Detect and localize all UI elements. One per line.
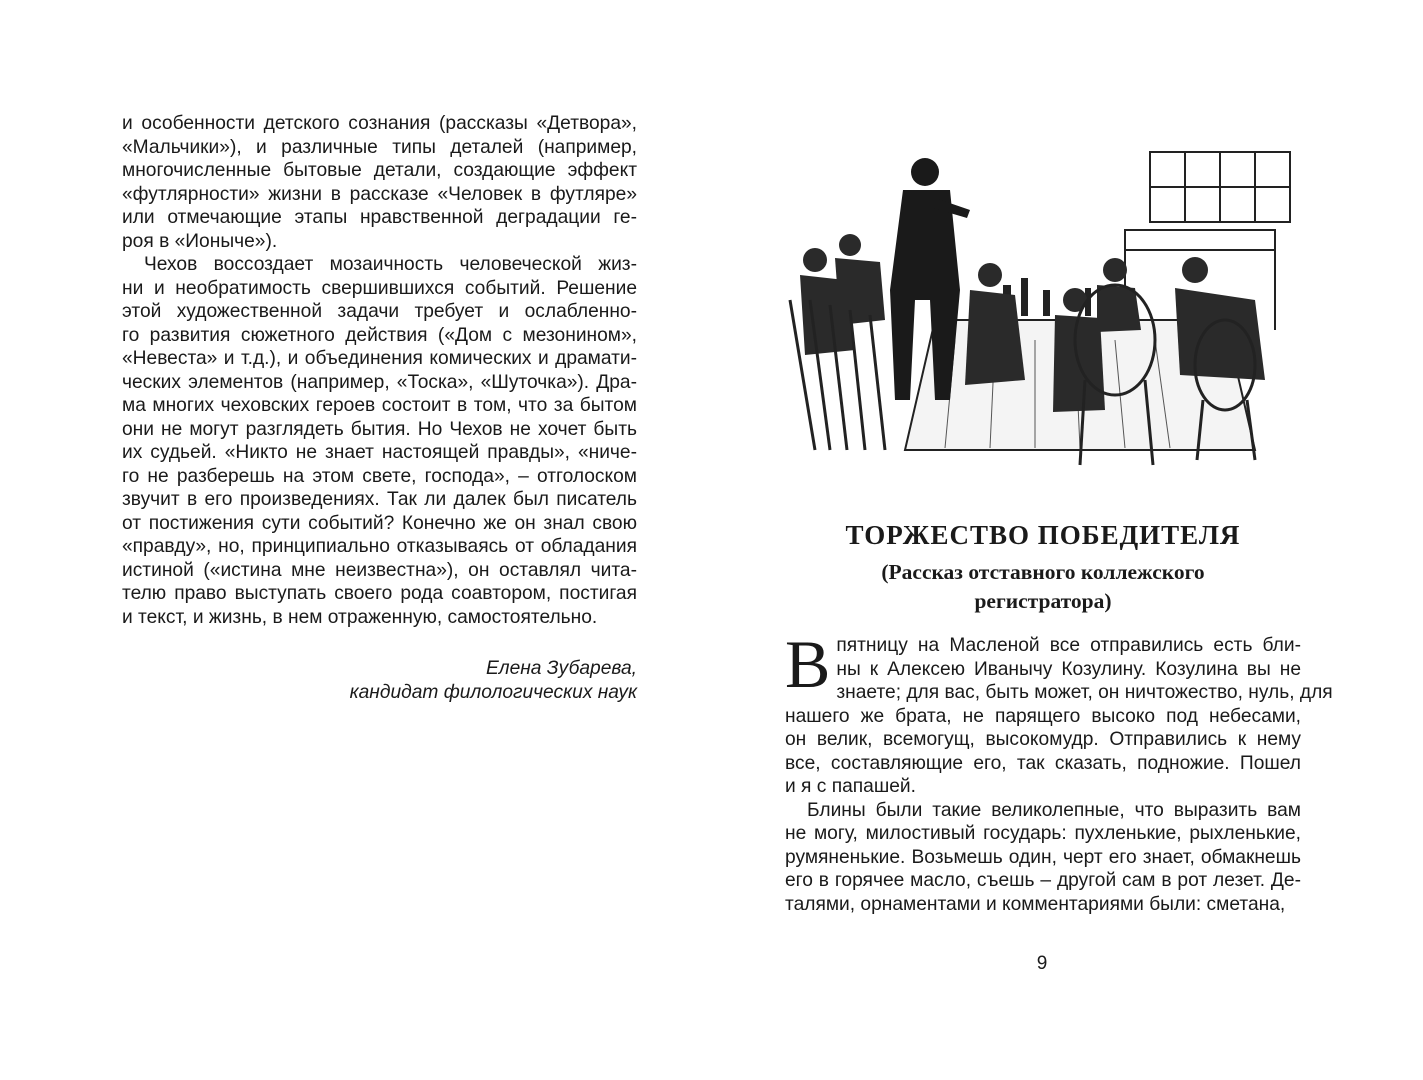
signature-title: кандидат филологических наук xyxy=(349,681,637,703)
story-paragraphs xyxy=(785,626,1333,916)
text-line: они не могут разглядеть бытия. Но Чехов не хочет быть xyxy=(122,418,637,440)
text-line: «Невеста» и т.д.), и объединения комических и драмати- xyxy=(122,348,637,369)
text-line: и особенности детского сознания (рассказы «Детвора», xyxy=(122,113,637,134)
text-line: ны к Алексею Иванычу Козулину. Козулина вы не xyxy=(836,658,1301,680)
banquet-illustration xyxy=(785,150,1301,470)
signature-block xyxy=(122,657,637,704)
text-line: талями, орнаментами и комментариями были: сметана, xyxy=(785,893,1286,915)
left-page xyxy=(122,112,637,704)
text-line: нашего же брата, не парящего высоко под небесами, xyxy=(785,705,1301,727)
text-line: знаете; для вас, быть может, он ничтожество, нуль, для xyxy=(836,682,1333,703)
story-subtitle-line: регистратора) xyxy=(974,589,1112,613)
text-line: Блины были такие великолепные, что выразить вам xyxy=(807,799,1301,821)
text-line: го развития сюжетного действия («Дом с мезонином», xyxy=(122,324,637,346)
text-line: румяненькие. Возьмешь один, черт его знает, обмакнешь xyxy=(785,846,1301,868)
text-line: «Мальчики»), и различные типы деталей (например, xyxy=(122,136,637,158)
story-text xyxy=(785,626,1333,916)
story-title: ТОРЖЕСТВО ПОБЕДИТЕЛЯ xyxy=(845,520,1241,550)
paragraph xyxy=(785,799,1301,917)
text-line: и я с папашей. xyxy=(785,776,916,797)
text-line: ма многих чеховских героев состоит в том, что за бытом xyxy=(122,395,637,416)
paragraph xyxy=(122,112,637,253)
page-number: 9 xyxy=(1036,953,1048,974)
story-subtitle xyxy=(785,558,1301,616)
text-line: пятницу на Масленой все отправились есть бли- xyxy=(836,635,1301,656)
text-line: все, составляющие его, так сказать, подножие. Пошел xyxy=(785,752,1301,774)
text-line: их судьей. «Никто не знает настоящей правды», «ниче- xyxy=(122,442,637,463)
text-line: «правду», но, принципиально отказываясь от обладания xyxy=(122,536,637,557)
text-line: ческих элементов (например, «Тоска», «Шуточка»). Дра- xyxy=(122,371,637,393)
text-line: звучит в его произведениях. Так ли далек был писатель xyxy=(122,489,637,510)
text-line: не могу, милостивый государь: пухленькие, рыхленькие, xyxy=(785,823,1301,844)
text-line: Чехов воссоздает мозаичность человеческой жиз- xyxy=(144,254,637,275)
paragraph xyxy=(785,626,1333,799)
text-line: многочисленные бытовые детали, создающие эффект xyxy=(122,160,637,181)
text-line: он велик, всемогущ, высокомудр. Отправились к нему xyxy=(785,729,1301,750)
left-page-text xyxy=(122,112,637,629)
text-line: ни и необратимость свершившихся событий. Решение xyxy=(122,277,637,299)
text-line: роя в «Ионыче»). xyxy=(122,230,278,252)
text-line: и текст, и жизнь, в нем отраженную, самостоятельно. xyxy=(122,606,598,628)
text-line: этой художественной задачи требует и ослабленно- xyxy=(122,301,637,322)
text-line: истиной («истина мне неизвестна»), он оставлял чита- xyxy=(122,559,637,581)
paragraph xyxy=(122,253,637,629)
text-line: го не разберешь на этом свете, господа», – отголоском xyxy=(122,465,637,487)
signature-name: Елена Зубарева, xyxy=(485,658,637,679)
text-line: «футлярности» жизни в рассказе «Человек в футляре» xyxy=(122,183,637,205)
text-line: его в горячее масло, съешь – другой сам в рот лезет. Де- xyxy=(785,870,1301,891)
text-line: или отмечающие этапы нравственной деградации ге- xyxy=(122,207,637,228)
drop-cap: В xyxy=(785,626,831,702)
right-page xyxy=(785,150,1333,916)
text-line: от постижения сути событий? Конечно же он знал свою xyxy=(122,512,637,534)
story-subtitle-line: (Рассказ отставного коллежского xyxy=(881,560,1205,584)
text-line: телю право выступать своего рода соавтором, постигая xyxy=(122,583,637,604)
